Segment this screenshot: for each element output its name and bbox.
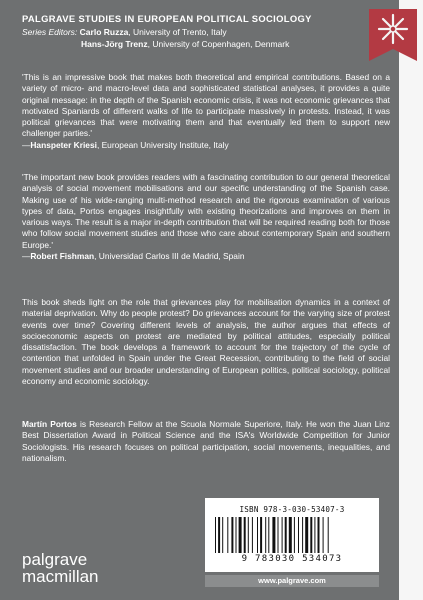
quote-author: Hanspeter Kriesi bbox=[30, 139, 97, 150]
publisher-name-line1: palgrave bbox=[22, 550, 88, 569]
barcode-icon bbox=[213, 517, 371, 553]
quote-text: 'The important new book provides readers with a fascinating contribution to our general theoretical analysis of social movement mobilisations and our specific understanding of the Spanish case. Making use of his wide-ranging multi-method research and the rigorous examination of various types of data, Portos engages insightfully with existing theorizations and improves on them in various ways. The result is a major in-depth contribution that will be required reading both for those who follow social movement studies and those who care about contemporary Spain and southern Europe.' bbox=[22, 172, 390, 250]
author-name: Martín Portos bbox=[22, 419, 77, 429]
quote-attribution bbox=[22, 251, 390, 262]
isbn-label: ISBN 978-3-030-53407-3 bbox=[239, 505, 345, 514]
book-description: This book sheds light on the role that grievances play for mobilisation dynamics in a context of material deprivation. Why do people protest? Do grievances account for the varying size of protest events over time? Covering different levels of analysis, the author argues that effects of socioeconomic aspects on protest are mediated by political attitudes, especially political dissatisfaction. The book develops a framework to account for the trajectory of the cycle of contention that unfolded in Spain under the Great Recession, contributing to the field of social movement studies and our broader understanding of European politics, political sociology, political economy and economic sociology. bbox=[22, 297, 390, 387]
quote-affiliation: , European University Institute, Italy bbox=[96, 139, 229, 150]
quote-text: 'This is an impressive book that makes both theoretical and empirical contributions. Based on a variety of micro- and macro-level data and sophisticated statistical analyses, it provides a quite original message: in the depth of the Spanish economic crisis, it was not economic grievances that motivated Spaniards of different walks of life to participate massively in protests. Instead, it was political grievances that were motivating them and that eventually led them to support new challenger parties.' bbox=[22, 72, 390, 139]
editor-affiliation: , University of Trento, Italy bbox=[128, 27, 227, 37]
publisher-name-line2: macmillan bbox=[22, 567, 99, 586]
author-bio-text: is Research Fellow at the Scuola Normale Superiore, Italy. He won the Juan Linz Best Dissertation Award in Political Science and the ISA's Worldwide Competition for Junior Sociologists. His research focuses on political participation, social movements, inequalities, and nationalism. bbox=[22, 419, 390, 463]
quote-dash: — bbox=[22, 139, 31, 150]
quote-affiliation: , Universidad Carlos III de Madrid, Spain bbox=[94, 251, 245, 262]
quote-attribution bbox=[22, 140, 390, 151]
editor-name: Carlo Ruzza bbox=[79, 27, 129, 37]
publisher-logo bbox=[22, 551, 99, 585]
publisher-url: www.palgrave.com bbox=[258, 576, 326, 585]
editor-affiliation: , University of Copenhagen, Denmark bbox=[147, 38, 290, 49]
url-strip bbox=[205, 575, 379, 587]
editor-name: Hans-Jörg Trenz bbox=[81, 38, 148, 49]
editors-label: Series Editors: bbox=[22, 27, 78, 37]
barcode-digits: 9 783030 534073 bbox=[241, 554, 343, 564]
barcode-box bbox=[205, 498, 379, 572]
quote-author: Robert Fishman bbox=[30, 251, 95, 262]
series-title: PALGRAVE STUDIES IN EUROPEAN POLITICAL SOCIOLOGY bbox=[22, 13, 312, 24]
quote-dash: — bbox=[22, 251, 31, 262]
spine-edge bbox=[399, 0, 423, 600]
endorsement-quote bbox=[22, 72, 390, 151]
author-bio bbox=[22, 419, 390, 464]
series-editors bbox=[22, 27, 289, 50]
palgrave-logo-icon bbox=[369, 9, 417, 61]
endorsement-quote bbox=[22, 172, 390, 262]
